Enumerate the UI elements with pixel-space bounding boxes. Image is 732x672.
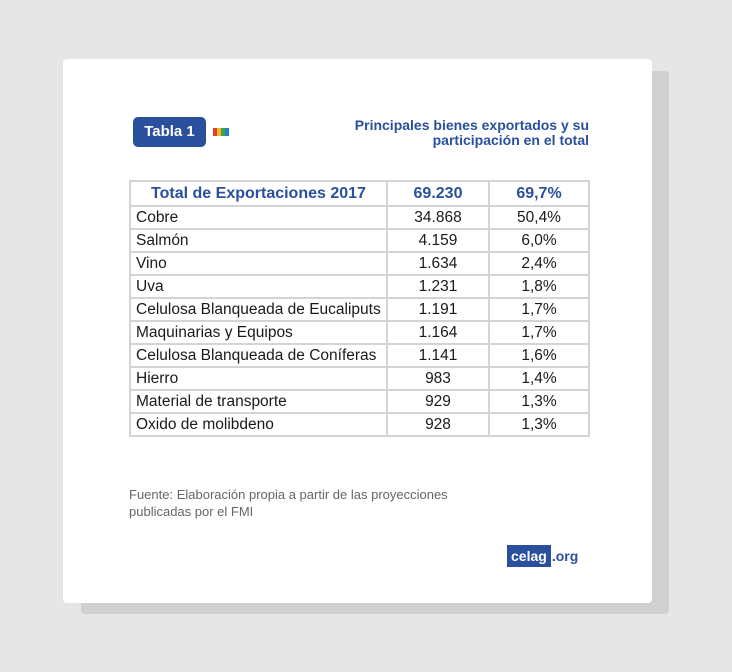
row-value: 983 bbox=[387, 367, 489, 390]
stripe-blue bbox=[225, 128, 229, 136]
table-header-row bbox=[130, 181, 589, 206]
table-row bbox=[130, 367, 589, 390]
row-product: Celulosa Blanqueada de Eucaliputs bbox=[130, 298, 387, 321]
row-share: 1,7% bbox=[489, 298, 589, 321]
row-product: Hierro bbox=[130, 367, 387, 390]
exports-table bbox=[129, 180, 590, 437]
row-value: 1.231 bbox=[387, 275, 489, 298]
title-line-2: participación en el total bbox=[432, 132, 589, 148]
source-note: Fuente: Elaboración propia a partir de las proyecciones publicadas por el FMI bbox=[129, 487, 448, 519]
table-row bbox=[130, 413, 589, 436]
row-product: Uva bbox=[130, 275, 387, 298]
table-row bbox=[130, 275, 589, 298]
row-value: 1.191 bbox=[387, 298, 489, 321]
row-share: 1,7% bbox=[489, 321, 589, 344]
row-product: Oxido de molibdeno bbox=[130, 413, 387, 436]
table-row bbox=[130, 298, 589, 321]
row-product: Cobre bbox=[130, 206, 387, 229]
row-product: Celulosa Blanqueada de Coníferas bbox=[130, 344, 387, 367]
table-row bbox=[130, 390, 589, 413]
table-row bbox=[130, 344, 589, 367]
row-product: Maquinarias y Equipos bbox=[130, 321, 387, 344]
row-share: 1,8% bbox=[489, 275, 589, 298]
table-row bbox=[130, 206, 589, 229]
row-share: 2,4% bbox=[489, 252, 589, 275]
row-share: 50,4% bbox=[489, 206, 589, 229]
row-value: 4.159 bbox=[387, 229, 489, 252]
row-share: 1,3% bbox=[489, 413, 589, 436]
row-value: 929 bbox=[387, 390, 489, 413]
header-percent: 69,7% bbox=[489, 181, 589, 206]
table-row bbox=[130, 252, 589, 275]
row-value: 1.164 bbox=[387, 321, 489, 344]
row-value: 1.634 bbox=[387, 252, 489, 275]
row-share: 1,3% bbox=[489, 390, 589, 413]
table-row bbox=[130, 229, 589, 252]
header-label: Total de Exportaciones 2017 bbox=[130, 181, 387, 206]
color-stripes-icon bbox=[213, 128, 229, 136]
row-share: 1,6% bbox=[489, 344, 589, 367]
row-value: 34.868 bbox=[387, 206, 489, 229]
row-product: Salmón bbox=[130, 229, 387, 252]
row-value: 1.141 bbox=[387, 344, 489, 367]
logo-part-2: .org bbox=[551, 548, 579, 564]
row-product: Material de transporte bbox=[130, 390, 387, 413]
table-badge: Tabla 1 bbox=[133, 117, 206, 147]
document-card bbox=[63, 59, 652, 603]
row-value: 928 bbox=[387, 413, 489, 436]
row-product: Vino bbox=[130, 252, 387, 275]
row-share: 1,4% bbox=[489, 367, 589, 390]
title-line-1: Principales bienes exportados y su bbox=[354, 117, 589, 133]
logo-part-1: celag bbox=[507, 545, 551, 567]
table-row bbox=[130, 321, 589, 344]
header-total: 69.230 bbox=[387, 181, 489, 206]
celag-logo bbox=[507, 545, 578, 567]
table-title bbox=[289, 118, 589, 148]
row-share: 6,0% bbox=[489, 229, 589, 252]
